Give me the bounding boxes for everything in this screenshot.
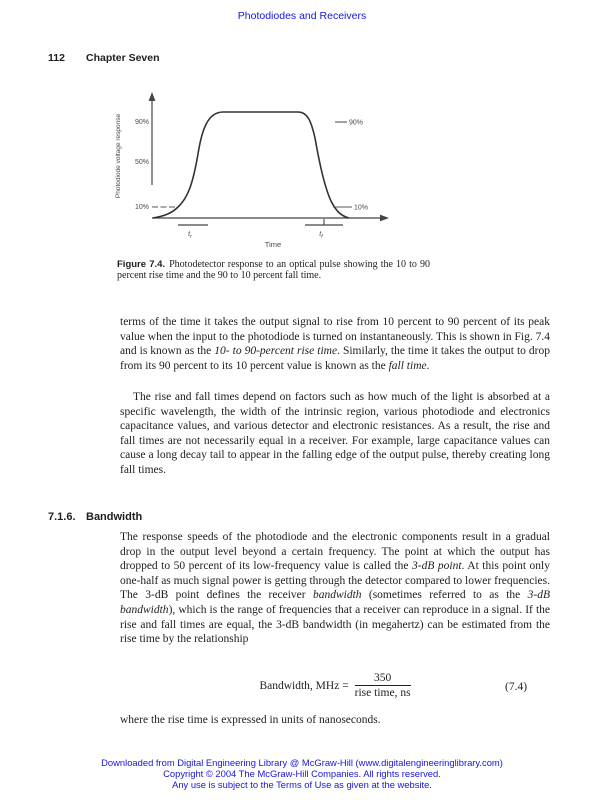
text-run: . Similarly, the time it takes the output to drop from its 90 percent to its 10 percent value is known as the — [120, 345, 550, 372]
text-run: . At this point only one-half as much signal power is getting through the detector compared to lower frequencies. The 3-dB point defines the receiver — [120, 560, 550, 602]
text-run-italic: fall time — [388, 359, 427, 372]
rise-time-label: $t_r$ — [188, 231, 192, 240]
figure-caption-label: Figure 7.4. — [117, 259, 166, 270]
equation-7-4 — [120, 672, 550, 699]
chapter-title: Chapter Seven — [86, 52, 160, 64]
paragraph-after-equation: where the rise time is expressed in units of nanoseconds. — [120, 714, 381, 726]
fall-time-label: $t_f$ — [319, 231, 323, 240]
text-run: terms of the time it takes the output signal to rise from 10 percent to 90 percent of its peak value when the input to the photodiode is turned on instantaneously. This is shown in Fig. 7.4 and is known as the — [120, 316, 550, 358]
text-run-italic: 10- to 90-percent rise time — [214, 345, 338, 358]
tick-10-label: 10% — [134, 204, 149, 211]
footer-line-3: Any use is subject to the Terms of Use as given at the website. — [172, 779, 432, 790]
equation-lhs: Bandwidth, MHz = — [259, 679, 349, 692]
y-axis-arrowhead — [149, 92, 156, 101]
paragraph-rise-fall-def — [120, 315, 550, 373]
section-heading-bandwidth — [48, 511, 142, 523]
section-number: 7.1.6. — [48, 511, 76, 523]
text-run-italic: bandwidth — [312, 589, 362, 602]
y-axis-title: Photodiode voltage response — [115, 113, 122, 199]
x-axis-arrowhead — [380, 215, 389, 222]
text-run: . — [426, 359, 430, 372]
paragraph-rise-fall-factors: The rise and fall times depend on factors such as how much of the light is absorbed at a specific wavelength, the width of the intrinsic region, various photodiode and electronics capacitance values, and various detector and electronic resistances. As a result, the rise and fall times are not necessarily equal in a receiver. For example, large capacitance values can cause a long decay tail to appear in the falling edge of the output pulse, thereby creating long fall times. — [120, 391, 550, 476]
tick-50-label: 50% — [134, 159, 149, 166]
equation-number: (7.4) — [505, 681, 528, 693]
footer-line-2: Copyright © 2004 The McGraw-Hill Companies. All rights reserved. — [163, 768, 441, 779]
right-10-label: 10% — [354, 204, 369, 212]
equation-denominator: rise time, ns — [354, 687, 411, 699]
paragraph-bandwidth — [120, 530, 550, 647]
section-title: Bandwidth — [86, 511, 143, 523]
text-run-italic: 3-dB point — [412, 560, 462, 573]
response-curve — [153, 112, 349, 218]
figure-caption — [117, 259, 430, 282]
x-axis-title: Time — [264, 240, 282, 249]
equation-numerator: 350 — [355, 672, 411, 686]
right-90-label: 90% — [349, 119, 364, 127]
equation-fraction — [355, 672, 411, 699]
tick-90-label: 90% — [134, 119, 149, 126]
text-run: The response speeds of the photodiode and the electronic components result in a gradual drop in the output level beyond a certain frequency. The point at which the output has dropped to 50 percent of its low-frequency value is called the — [120, 531, 550, 573]
page-head — [48, 52, 160, 64]
text-run: ), which is the range of frequencies that a receiver can reproduce in a signal. If the rise and fall times are equal, the 3-dB bandwidth (in megahertz) can be estimated from the rise time by the relationship — [120, 603, 550, 646]
running-header: Photodiodes and Receivers — [237, 10, 367, 22]
figure-caption-text: Photodetector response to an optical pulse showing the 10 to 90 percent rise time and the 90 to 10 percent fall time. — [117, 259, 430, 282]
footer-line-1: Downloaded from Digital Engineering Library @ McGraw-Hill (www.digitalengineeringlibrary.com) — [101, 757, 503, 768]
text-run-italic: 3-dB bandwidth — [120, 589, 550, 616]
page-number: 112 — [48, 52, 65, 64]
footer — [0, 757, 604, 790]
figure-7-4-plot — [105, 86, 405, 258]
text-run: (sometimes referred to as the — [361, 589, 528, 602]
